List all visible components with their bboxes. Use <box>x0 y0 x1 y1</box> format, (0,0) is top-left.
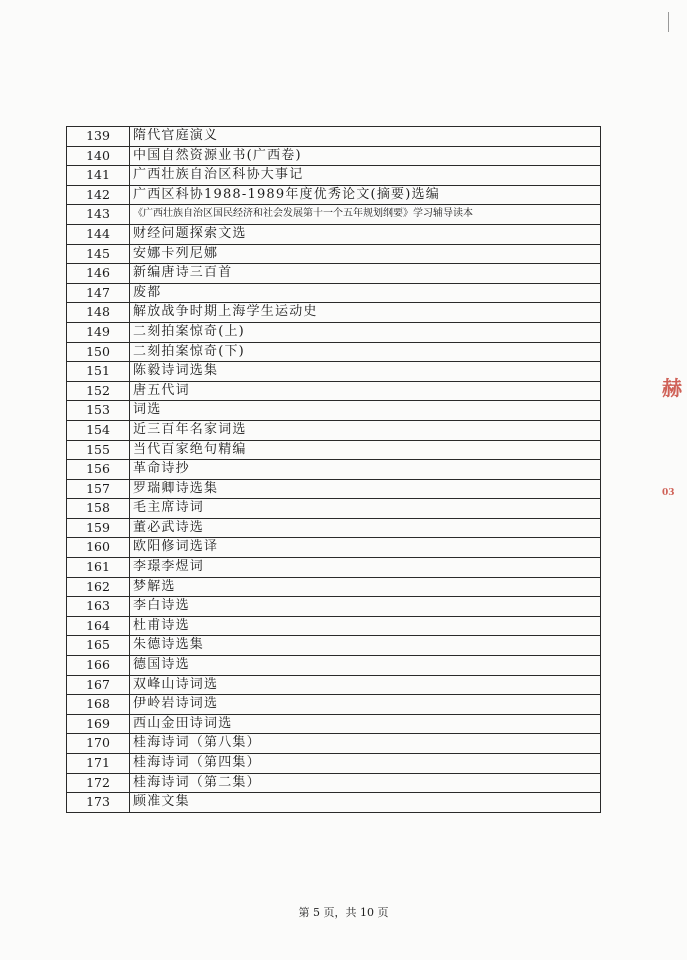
row-number: 144 <box>67 224 130 244</box>
book-title: 广西壮族自治区科协大事记 <box>130 166 601 186</box>
row-number: 156 <box>67 460 130 480</box>
row-number: 145 <box>67 244 130 264</box>
row-number: 146 <box>67 264 130 284</box>
book-title: 财经问题探索文选 <box>130 224 601 244</box>
row-number: 157 <box>67 479 130 499</box>
table-row <box>67 460 601 480</box>
book-title: 近三百年名家词选 <box>130 420 601 440</box>
book-title: 董必武诗选 <box>130 518 601 538</box>
book-title: 双峰山诗词选 <box>130 675 601 695</box>
red-seal-stamp-number: 03 <box>662 488 675 498</box>
book-title: 当代百家绝句精编 <box>130 440 601 460</box>
table-row <box>67 127 601 147</box>
row-number: 155 <box>67 440 130 460</box>
book-title: 解放战争时期上海学生运动史 <box>130 303 601 323</box>
table-row <box>67 401 601 421</box>
row-number: 150 <box>67 342 130 362</box>
book-title: 德国诗选 <box>130 656 601 676</box>
row-number: 162 <box>67 577 130 597</box>
table-row <box>67 479 601 499</box>
row-number: 171 <box>67 754 130 774</box>
book-title: 毛主席诗词 <box>130 499 601 519</box>
book-title: 朱德诗选集 <box>130 636 601 656</box>
table-row <box>67 734 601 754</box>
book-title: 顾准文集 <box>130 793 601 813</box>
table-row <box>67 773 601 793</box>
table-row <box>67 538 601 558</box>
row-number: 140 <box>67 146 130 166</box>
table-row <box>67 303 601 323</box>
row-number: 139 <box>67 127 130 147</box>
table-row <box>67 322 601 342</box>
book-title: 西山金田诗词选 <box>130 714 601 734</box>
book-title: 桂海诗词（第四集） <box>130 754 601 774</box>
scan-edge-mark <box>668 12 679 32</box>
table-row <box>67 362 601 382</box>
row-number: 149 <box>67 322 130 342</box>
book-title: 新编唐诗三百首 <box>130 264 601 284</box>
table-row <box>67 224 601 244</box>
table-row <box>67 656 601 676</box>
book-title: 唐五代词 <box>130 381 601 401</box>
row-number: 152 <box>67 381 130 401</box>
book-title: 陈毅诗词选集 <box>130 362 601 382</box>
row-number: 142 <box>67 185 130 205</box>
book-title: 杜甫诗选 <box>130 616 601 636</box>
row-number: 148 <box>67 303 130 323</box>
table-row <box>67 146 601 166</box>
row-number: 172 <box>67 773 130 793</box>
row-number: 151 <box>67 362 130 382</box>
book-title: 隋代官庭演义 <box>130 127 601 147</box>
book-title: 中国自然资源业书(广西卷) <box>130 146 601 166</box>
table-row <box>67 381 601 401</box>
table-row <box>67 675 601 695</box>
table-row <box>67 558 601 578</box>
row-number: 159 <box>67 518 130 538</box>
row-number: 141 <box>67 166 130 186</box>
table-row <box>67 714 601 734</box>
row-number: 168 <box>67 695 130 715</box>
row-number: 170 <box>67 734 130 754</box>
table-row <box>67 185 601 205</box>
table-row <box>67 793 601 813</box>
book-title: 安娜卡列尼娜 <box>130 244 601 264</box>
row-number: 143 <box>67 205 130 225</box>
table-row <box>67 244 601 264</box>
table-row <box>67 440 601 460</box>
row-number: 169 <box>67 714 130 734</box>
row-number: 153 <box>67 401 130 421</box>
row-number: 158 <box>67 499 130 519</box>
page-footer: 第 5 页，共 10 页 <box>298 906 389 919</box>
row-number: 173 <box>67 793 130 813</box>
book-title: 二刻拍案惊奇(下) <box>130 342 601 362</box>
book-list-table <box>66 126 601 813</box>
red-seal-stamp: 赫 <box>662 376 682 400</box>
book-title: 罗瑞卿诗选集 <box>130 479 601 499</box>
table-row <box>67 283 601 303</box>
row-number: 167 <box>67 675 130 695</box>
row-number: 161 <box>67 558 130 578</box>
row-number: 160 <box>67 538 130 558</box>
book-title: 广西区科协1988-1989年度优秀论文(摘要)选编 <box>130 185 601 205</box>
table-row <box>67 166 601 186</box>
table-row <box>67 499 601 519</box>
row-number: 166 <box>67 656 130 676</box>
book-title: 革命诗抄 <box>130 460 601 480</box>
table-row <box>67 342 601 362</box>
row-number: 164 <box>67 616 130 636</box>
table-row <box>67 420 601 440</box>
table-row <box>67 695 601 715</box>
book-title: 二刻拍案惊奇(上) <box>130 322 601 342</box>
book-title: 桂海诗词（第八集） <box>130 734 601 754</box>
table-row <box>67 577 601 597</box>
row-number: 154 <box>67 420 130 440</box>
book-title: 伊岭岩诗词选 <box>130 695 601 715</box>
table-row <box>67 616 601 636</box>
table-row <box>67 518 601 538</box>
book-title: 欧阳修词选译 <box>130 538 601 558</box>
table-row <box>67 205 601 225</box>
book-title: 梦解选 <box>130 577 601 597</box>
book-title: 李白诗选 <box>130 597 601 617</box>
table-row <box>67 264 601 284</box>
table-row <box>67 636 601 656</box>
book-title: 废都 <box>130 283 601 303</box>
book-title: 词选 <box>130 401 601 421</box>
table-row <box>67 597 601 617</box>
book-title: 《广西壮族自治区国民经济和社会发展第十一个五年规划纲要》学习辅导读本 <box>130 205 601 225</box>
row-number: 165 <box>67 636 130 656</box>
book-title: 李璟李煜词 <box>130 558 601 578</box>
table-row <box>67 754 601 774</box>
row-number: 163 <box>67 597 130 617</box>
book-title: 桂海诗词（第二集） <box>130 773 601 793</box>
row-number: 147 <box>67 283 130 303</box>
